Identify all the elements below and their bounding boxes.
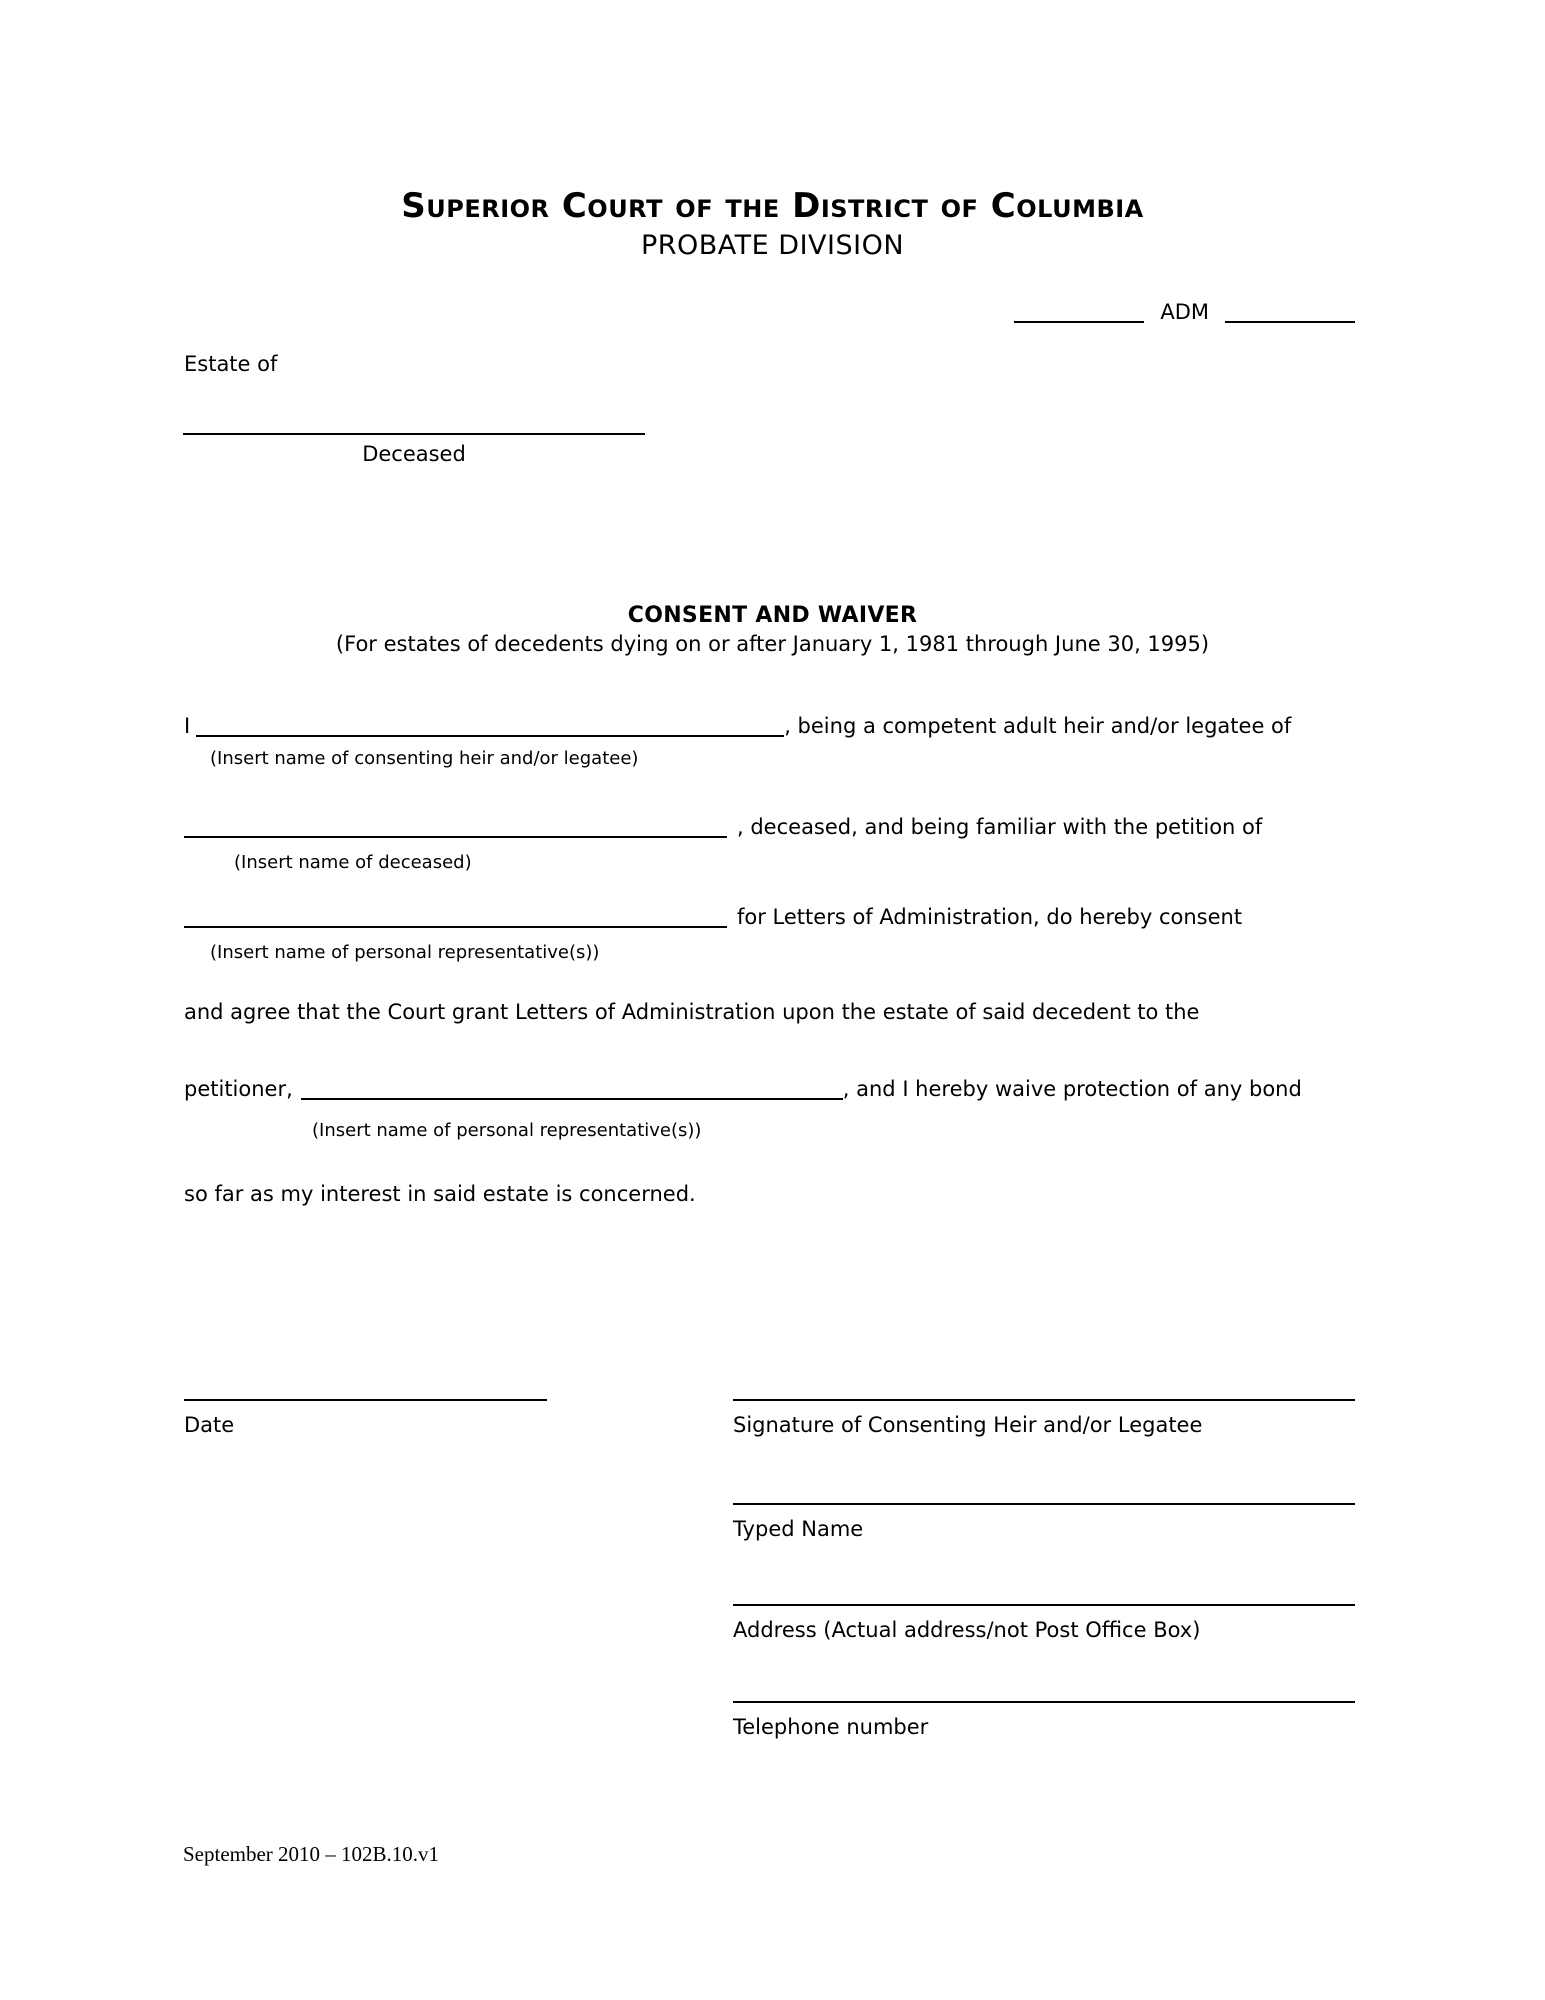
line3-suffix: for Letters of Administration, do hereby consent [737, 905, 1243, 929]
estate-of-label: Estate of [184, 352, 278, 376]
case-number-label: ADM [1160, 300, 1209, 324]
interest-paragraph: so far as my interest in said estate is concerned. [184, 1182, 696, 1206]
deceased-caption: Deceased [362, 442, 466, 466]
form-title: CONSENT AND WAIVER [627, 603, 918, 628]
agreement-paragraph: and agree that the Court grant Letters of Administration upon the estate of said decedent to the [184, 1000, 1200, 1024]
address-blank[interactable] [733, 1604, 1355, 1606]
estate-name-blank[interactable] [183, 433, 645, 435]
deceased-name-caption: (Insert name of deceased) [234, 852, 472, 873]
petitioner-suffix: , and I hereby waive protection of any bond [842, 1077, 1302, 1101]
date-blank[interactable] [184, 1399, 547, 1401]
court-title: Superior Court of the District of Columbia [401, 186, 1144, 226]
signature-blank[interactable] [733, 1399, 1355, 1401]
consent-line-3 [184, 905, 1242, 929]
division-subtitle: PROBATE DIVISION [640, 230, 905, 261]
address-label: Address (Actual address/not Post Office Box) [733, 1618, 1201, 1642]
petitioner-name-caption: (Insert name of personal representative(s)) [312, 1120, 702, 1141]
deceased-name-blank[interactable] [184, 834, 727, 838]
case-number-suffix-blank[interactable] [1225, 319, 1355, 323]
form-version-footer: September 2010 – 102B.10.v1 [183, 1842, 440, 1866]
personal-representative-name-blank[interactable] [184, 924, 727, 928]
consent-line-1 [184, 714, 1291, 738]
consenting-heir-name-blank[interactable] [196, 733, 784, 737]
line1-prefix: I [184, 714, 191, 738]
date-label: Date [184, 1413, 235, 1437]
consent-line-2 [184, 815, 1262, 839]
case-number-prefix-blank[interactable] [1014, 319, 1144, 323]
typed-name-blank[interactable] [733, 1503, 1355, 1505]
consenting-heir-caption: (Insert name of consenting heir and/or legatee) [210, 748, 639, 769]
petitioner-line [184, 1077, 1302, 1101]
petitioner-prefix: petitioner, [184, 1077, 293, 1101]
case-number-row [1014, 300, 1355, 324]
form-subtitle: (For estates of decedents dying on or after January 1, 1981 through June 30, 1995) [335, 632, 1210, 656]
typed-name-label: Typed Name [733, 1517, 864, 1541]
telephone-label: Telephone number [733, 1715, 929, 1739]
line1-suffix: , being a competent adult heir and/or legatee of [784, 714, 1292, 738]
personal-representative-caption: (Insert name of personal representative(s)) [210, 942, 600, 963]
petitioner-name-blank[interactable] [301, 1096, 843, 1100]
signature-label: Signature of Consenting Heir and/or Legatee [733, 1413, 1203, 1437]
telephone-blank[interactable] [733, 1701, 1355, 1703]
line2-suffix: , deceased, and being familiar with the petition of [737, 815, 1263, 839]
